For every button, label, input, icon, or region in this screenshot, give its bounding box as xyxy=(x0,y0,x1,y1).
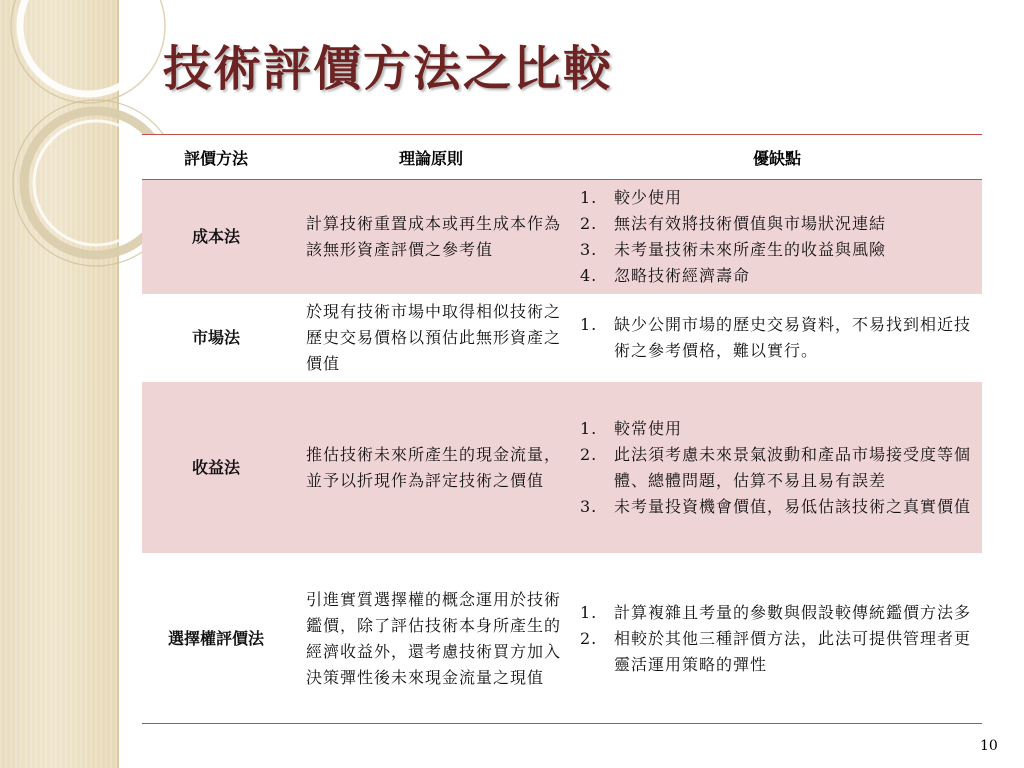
method-name: 收益法 xyxy=(142,382,290,554)
list-item xyxy=(576,626,976,678)
pros-cons-list xyxy=(572,180,982,295)
list-item xyxy=(576,494,976,520)
table-row-real-option-method xyxy=(142,554,982,724)
item-number: 3. xyxy=(580,496,598,516)
item-number: 1. xyxy=(580,602,598,622)
item-text: 較常使用 xyxy=(614,418,683,438)
item-text: 忽略技術經濟壽命 xyxy=(614,266,751,285)
principle-text: 計算技術重置成本或再生成本作為該無形資產評價之參考值 xyxy=(290,180,572,295)
list-item xyxy=(576,312,976,364)
principle-text: 推估技術未來所產生的現金流量，並予以折現作為評定技術之價值 xyxy=(290,382,572,554)
pros-cons-list xyxy=(572,382,982,554)
page-number: 10 xyxy=(980,738,998,754)
item-text: 未考量技術未來所產生的收益與風險 xyxy=(614,240,887,259)
pros-cons-list xyxy=(572,554,982,724)
list-item xyxy=(576,211,976,237)
item-text: 未考量投資機會價值，易低估該技術之真實價值 xyxy=(614,496,972,516)
item-number: 2. xyxy=(580,628,598,648)
item-number: 1. xyxy=(580,418,598,438)
comparison-table xyxy=(142,134,982,724)
list-item xyxy=(576,600,976,626)
list-item xyxy=(576,416,976,442)
item-number: 1. xyxy=(580,188,598,207)
item-text: 相較於其他三種評價方法，此法可提供管理者更靈活運用策略的彈性 xyxy=(614,628,972,674)
item-text: 此法須考慮未來景氣波動和產品市場接受度等個體、總體問題，估算不易且易有誤差 xyxy=(614,444,972,490)
list-item xyxy=(576,185,976,211)
list-item xyxy=(576,237,976,263)
table-header-row xyxy=(142,135,982,180)
item-number: 4. xyxy=(580,266,598,285)
item-number: 2. xyxy=(580,214,598,233)
list-item xyxy=(576,263,976,289)
item-text: 較少使用 xyxy=(614,188,683,207)
principle-text: 於現有技術市場中取得相似技術之歷史交易價格以預估此無形資產之價值 xyxy=(290,295,572,382)
header-method: 評價方法 xyxy=(142,135,290,180)
list-item xyxy=(576,442,976,494)
item-number: 1. xyxy=(580,315,598,334)
item-text: 無法有效將技術價值與市場狀況連結 xyxy=(614,214,887,233)
pros-cons-list xyxy=(572,295,982,382)
method-name: 市場法 xyxy=(142,295,290,382)
item-number: 3. xyxy=(580,240,598,259)
table-row-income-method xyxy=(142,382,982,554)
item-text: 缺少公開市場的歷史交易資料，不易找到相近技術之參考價格，難以實行。 xyxy=(614,315,972,360)
slide-title: 技術評價方法之比較 xyxy=(163,41,614,97)
header-principle: 理論原則 xyxy=(290,135,572,180)
method-name: 選擇權評價法 xyxy=(142,554,290,724)
principle-text: 引進實質選擇權的概念運用於技術鑑價，除了評估技術本身所產生的經濟收益外，還考慮技術買方加入決策彈性後未來現金流量之現值 xyxy=(290,554,572,724)
item-text: 計算複雜且考量的參數與假設較傳統鑑價方法多 xyxy=(614,602,972,622)
table-row-cost-method xyxy=(142,180,982,295)
item-number: 2. xyxy=(580,444,598,464)
method-name: 成本法 xyxy=(142,180,290,295)
table-row-market-method xyxy=(142,295,982,382)
header-pros-cons: 優缺點 xyxy=(572,135,982,180)
